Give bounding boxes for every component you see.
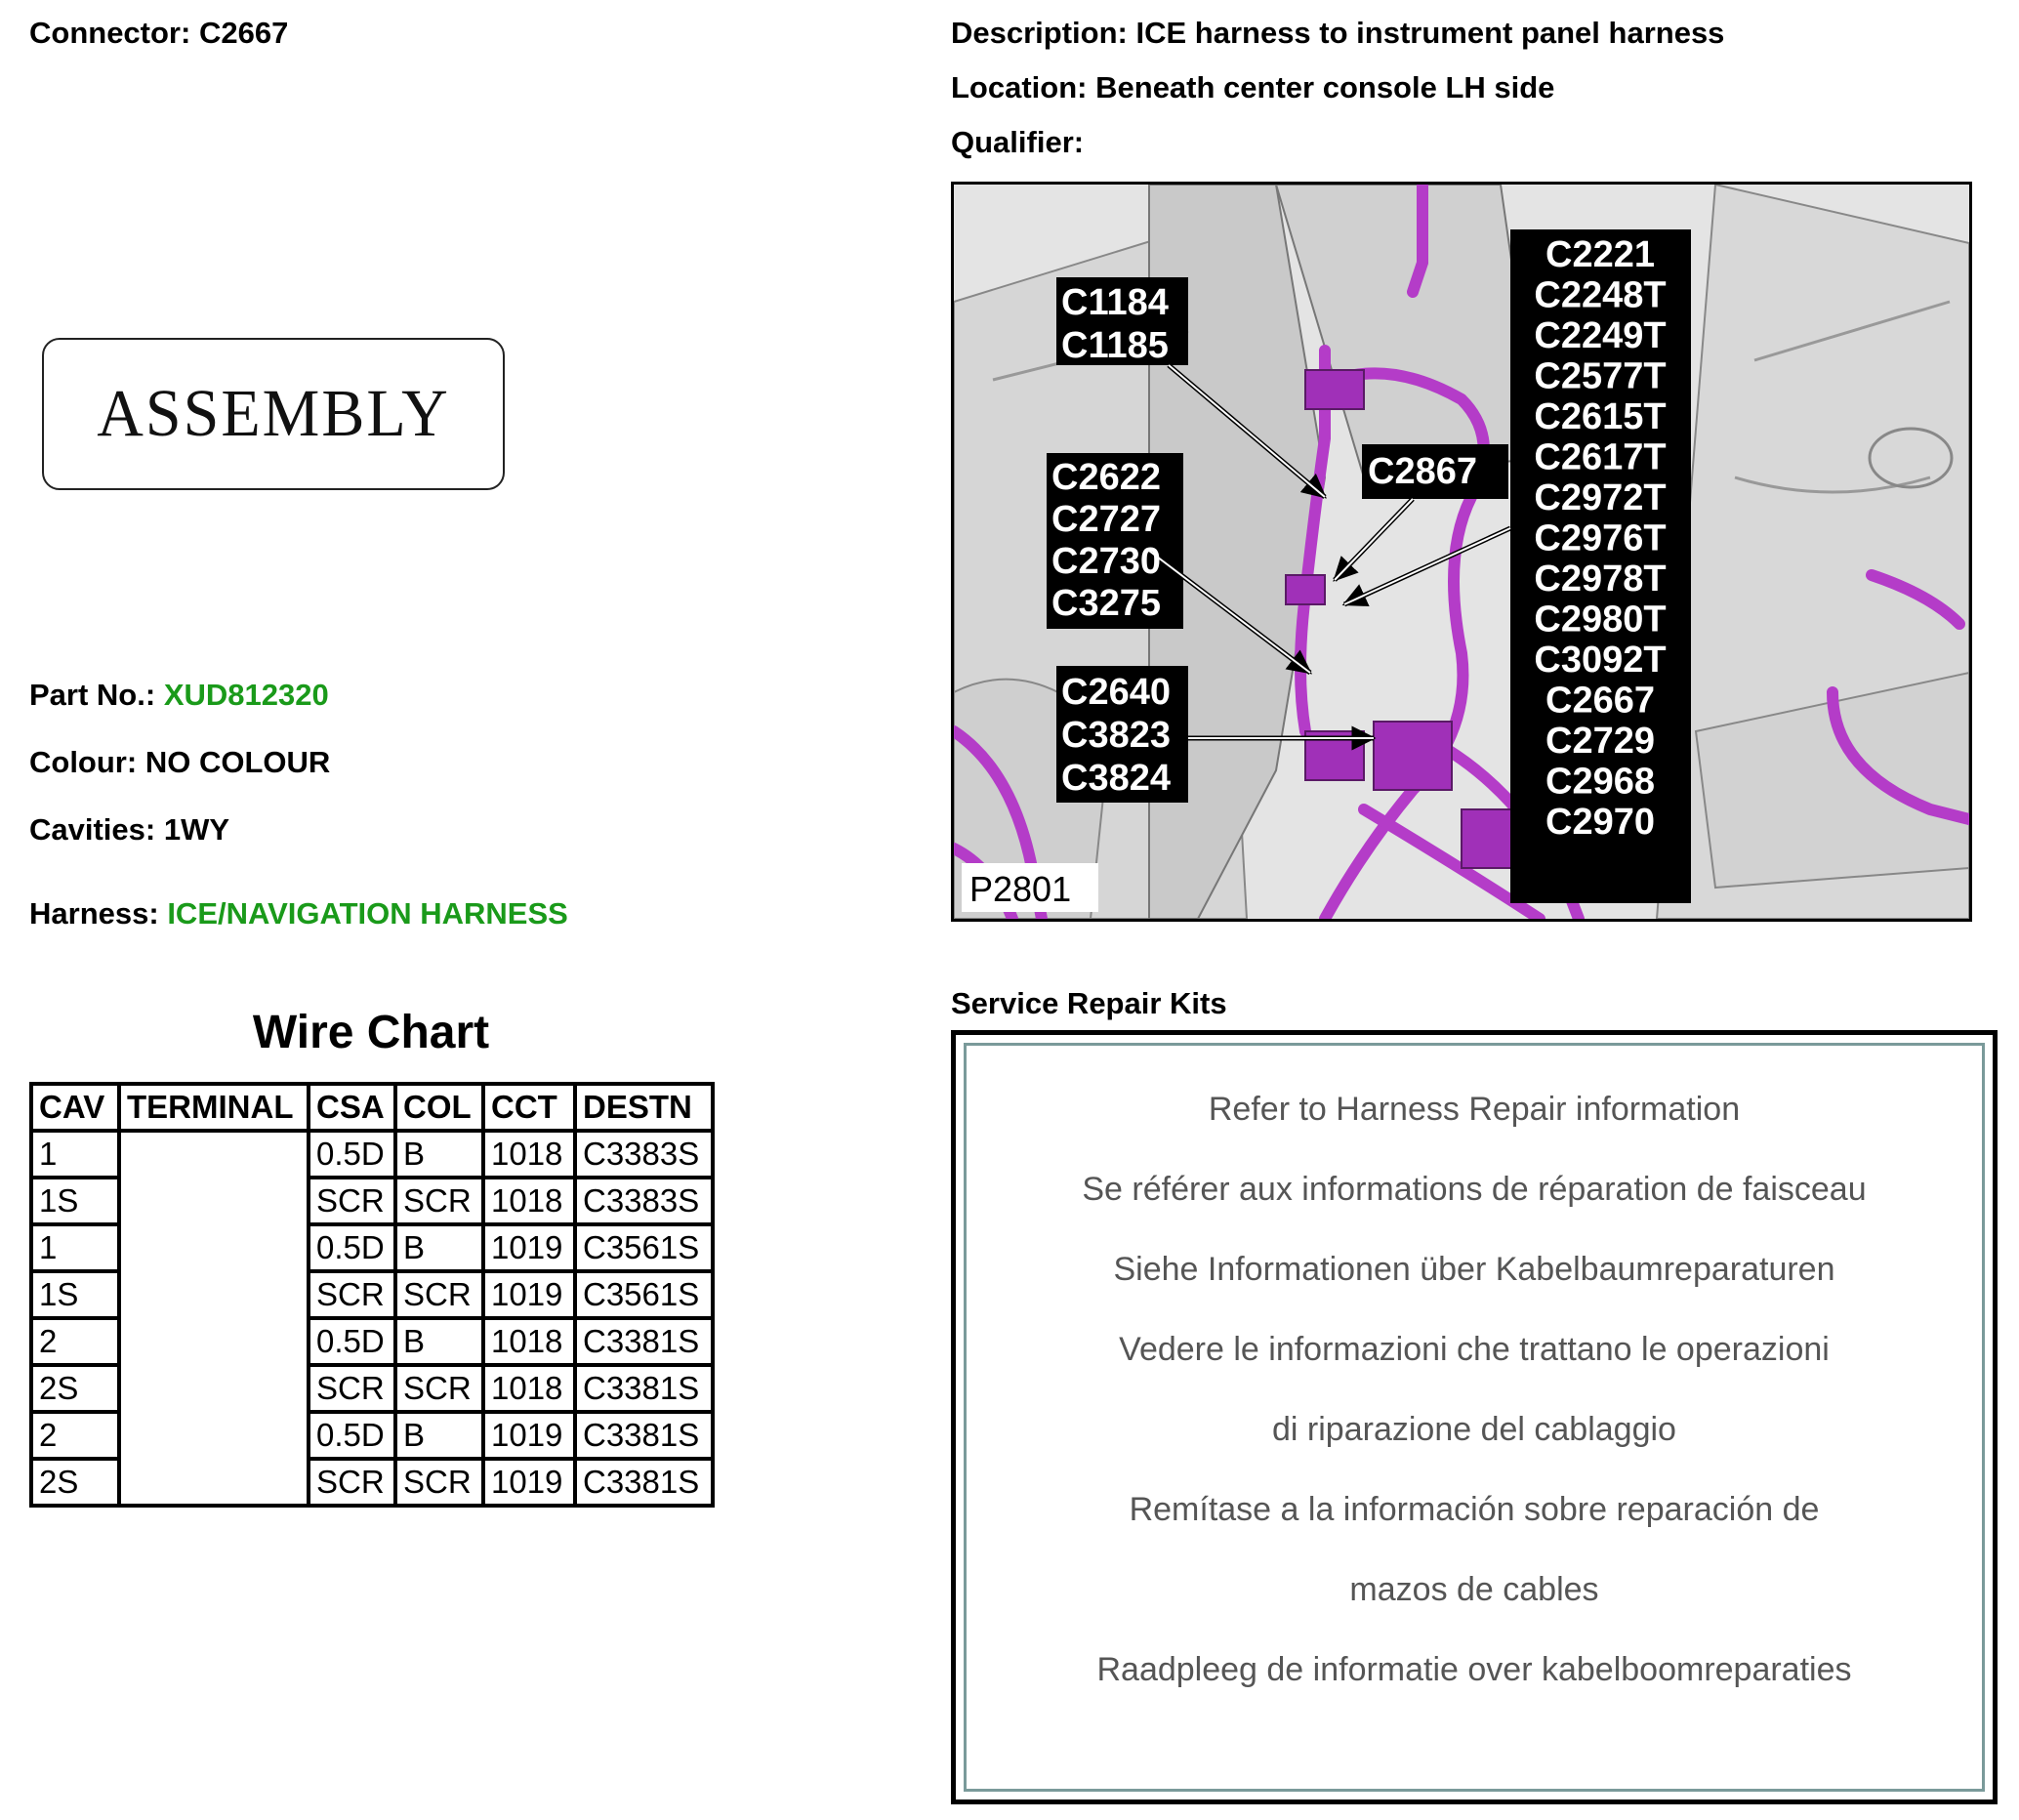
cell-col: B	[395, 1224, 483, 1271]
callout-c-0: C2867	[1368, 451, 1477, 492]
cell-cav: 2S	[31, 1459, 119, 1506]
connector-label: Connector:	[29, 16, 191, 50]
cell-destn: C3381S	[575, 1365, 713, 1412]
callout-e-11: C2667	[1545, 680, 1655, 722]
service-repair-kits-title: Service Repair Kits	[951, 986, 1227, 1020]
service-repair-kits-box	[951, 1030, 1998, 1804]
callout-e-10: C3092T	[1534, 640, 1667, 681]
repair-info-line: di riparazione del cablaggio	[1272, 1411, 1676, 1448]
callout-d-2: C3824	[1061, 758, 1171, 799]
header-terminal: TERMINAL	[119, 1084, 309, 1131]
qualifier-field	[951, 125, 1084, 160]
callout-b-1: C2727	[1051, 499, 1161, 540]
cell-csa: 0.5D	[309, 1224, 395, 1271]
location-field	[951, 70, 1554, 105]
part-no-link[interactable]: XUD812320	[163, 678, 329, 712]
photo-id: P2801	[969, 869, 1072, 909]
callout-e-0: C2221	[1545, 234, 1655, 275]
callout-e-7: C2976T	[1534, 517, 1667, 559]
cell-cav: 1	[31, 1131, 119, 1178]
colour-field	[29, 745, 330, 780]
header-destn: DESTN	[575, 1084, 713, 1131]
cell-cct: 1018	[483, 1131, 575, 1178]
wire-chart-table	[29, 1082, 715, 1508]
cell-destn: C3383S	[575, 1178, 713, 1224]
qualifier-label: Qualifier:	[951, 125, 1085, 159]
connector-field	[29, 16, 288, 51]
cell-col: B	[395, 1412, 483, 1459]
harness-label: Harness:	[29, 896, 159, 931]
cell-destn: C3383S	[575, 1131, 713, 1178]
location-value: Beneath center console LH side	[1095, 70, 1555, 104]
callout-e-2: C2249T	[1534, 315, 1667, 356]
repair-info-line: Raadpleeg de informatie over kabelboomreparaties	[1096, 1651, 1852, 1688]
callout-d-0: C2640	[1061, 672, 1171, 713]
callout-e-4: C2615T	[1534, 396, 1667, 437]
cell-cct: 1019	[483, 1271, 575, 1318]
cell-destn: C3561S	[575, 1224, 713, 1271]
callout-e-13: C2968	[1545, 761, 1655, 803]
callout-e-1: C2248T	[1534, 274, 1667, 316]
description-field	[951, 16, 1724, 51]
callout-e-3: C2577T	[1534, 355, 1667, 397]
table-row	[31, 1131, 713, 1178]
callout-e-12: C2729	[1545, 721, 1655, 762]
callout-b-2: C2730	[1051, 541, 1161, 582]
cell-col: B	[395, 1318, 483, 1365]
cell-csa: 0.5D	[309, 1131, 395, 1178]
cell-destn: C3381S	[575, 1459, 713, 1506]
callout-e-6: C2972T	[1534, 477, 1667, 518]
repair-info-line: Remítase a la información sobre reparación de	[1129, 1491, 1820, 1528]
header-cct: CCT	[483, 1084, 575, 1131]
cell-col: SCR	[395, 1459, 483, 1506]
location-photo-drawing	[954, 185, 1969, 919]
callout-d-1: C3823	[1061, 715, 1171, 756]
harness-link[interactable]: ICE/NAVIGATION HARNESS	[167, 896, 568, 931]
cell-cct: 1019	[483, 1224, 575, 1271]
header-cav: CAV	[31, 1084, 119, 1131]
cell-csa: SCR	[309, 1365, 395, 1412]
cell-cct: 1018	[483, 1318, 575, 1365]
callout-b-0: C2622	[1051, 457, 1161, 498]
harness-field	[29, 896, 568, 931]
repair-info-line: Se référer aux informations de réparation de faisceau	[1082, 1171, 1867, 1208]
cavities-value: 1WY	[163, 812, 230, 847]
repair-info-line: Vedere le informazioni che trattano le operazioni	[1119, 1331, 1830, 1368]
repair-info-line: Refer to Harness Repair information	[1208, 1091, 1741, 1128]
cell-cct: 1019	[483, 1412, 575, 1459]
cell-cav: 2	[31, 1318, 119, 1365]
cavities-field	[29, 812, 229, 848]
header-col: COL	[395, 1084, 483, 1131]
location-photo	[951, 182, 1972, 922]
cell-csa: SCR	[309, 1178, 395, 1224]
cell-cct: 1019	[483, 1459, 575, 1506]
cell-terminal	[119, 1131, 309, 1506]
cell-csa: 0.5D	[309, 1318, 395, 1365]
wire-chart-header-row	[31, 1084, 713, 1131]
location-label: Location:	[951, 70, 1088, 104]
cell-cct: 1018	[483, 1178, 575, 1224]
cell-destn: C3381S	[575, 1412, 713, 1459]
callout-e-8: C2978T	[1534, 558, 1667, 600]
wire-chart-title: Wire Chart	[252, 1007, 490, 1058]
part-no-field	[29, 678, 329, 713]
cell-cct: 1018	[483, 1365, 575, 1412]
repair-info-line: Siehe Informationen über Kabelbaumreparaturen	[1113, 1251, 1835, 1288]
cell-csa: SCR	[309, 1459, 395, 1506]
cell-destn: C3381S	[575, 1318, 713, 1365]
cell-col: B	[395, 1131, 483, 1178]
colour-label: Colour:	[29, 745, 138, 779]
part-no-label: Part No.:	[29, 678, 156, 712]
service-repair-kits-inner	[964, 1043, 1985, 1792]
description-value: ICE harness to instrument panel harness	[1135, 16, 1725, 50]
colour-value: NO COLOUR	[144, 745, 331, 779]
cell-col: SCR	[395, 1178, 483, 1224]
connector-value: C2667	[198, 16, 289, 50]
cell-col: SCR	[395, 1271, 483, 1318]
cell-destn: C3561S	[575, 1271, 713, 1318]
callout-b-3: C3275	[1051, 583, 1161, 624]
cell-cav: 1S	[31, 1178, 119, 1224]
header-csa: CSA	[309, 1084, 395, 1131]
description-label: Description:	[951, 16, 1128, 50]
cavities-label: Cavities:	[29, 812, 156, 847]
cell-csa: 0.5D	[309, 1412, 395, 1459]
repair-info-line: mazos de cables	[1349, 1571, 1599, 1608]
callout-a-1: C1185	[1061, 325, 1169, 366]
callout-e-9: C2980T	[1534, 599, 1667, 641]
cell-cav: 1	[31, 1224, 119, 1271]
assembly-text: ASSEMBLY	[97, 376, 450, 451]
cell-cav: 2S	[31, 1365, 119, 1412]
callout-e-14: C2970	[1545, 802, 1655, 843]
cell-cav: 1S	[31, 1271, 119, 1318]
cell-col: SCR	[395, 1365, 483, 1412]
callout-a-0: C1184	[1061, 282, 1169, 323]
assembly-image	[42, 338, 505, 490]
cell-cav: 2	[31, 1412, 119, 1459]
cell-csa: SCR	[309, 1271, 395, 1318]
callout-e-5: C2617T	[1534, 436, 1667, 478]
